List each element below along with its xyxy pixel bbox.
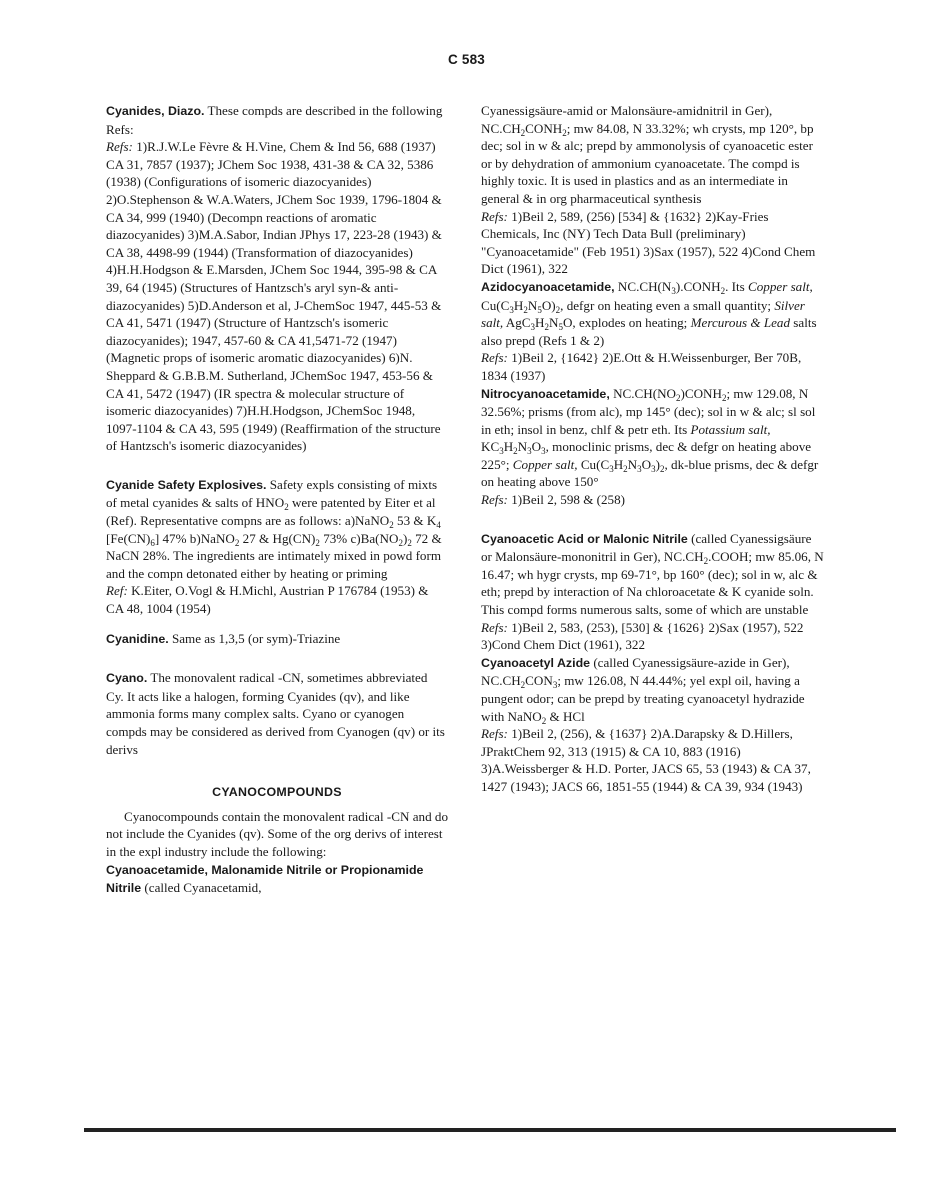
entry-text: ] 47% b)NaNO bbox=[154, 530, 235, 546]
entry-text: .COOH; mw 85.06, N 16.47; wh hygr crysts, mp 69-71°, bp 160° (dec); sol in w, alc & eth; prepd by interaction of Na chloroacetate & K cyanide soln. This compd forms numerous salts, some of which are unstable bbox=[481, 549, 824, 618]
subscript: 5 bbox=[558, 322, 563, 333]
entry-text: CON bbox=[525, 673, 553, 689]
entry-heading: Cyano. bbox=[106, 671, 148, 686]
left-column bbox=[106, 102, 448, 898]
section-heading: CYANOCOMPOUNDS bbox=[212, 785, 342, 800]
entry-text: 73% c)Ba(NO bbox=[323, 530, 399, 546]
subscript: 2 bbox=[407, 537, 412, 548]
entry-text: (called Cyanessigsäure or Malonsäure-mononitril in Ger), NC.CH bbox=[481, 530, 812, 565]
entry-text: N bbox=[548, 315, 559, 331]
salt-label: Copper salt, bbox=[512, 456, 578, 472]
subscript: 3 bbox=[509, 304, 514, 315]
subscript: 3 bbox=[499, 446, 504, 457]
entry-text: Safety expls consisting of mixts of metal cyanides & salts of HNO bbox=[106, 476, 438, 511]
entry-text: Cyanessigsäure-amid or Malonsäure-amidnitril in Ger), NC.CH bbox=[481, 103, 773, 136]
refs-text: 1)Beil 2, 598 & (258) bbox=[511, 492, 626, 508]
entry-text: O bbox=[641, 456, 652, 472]
entry-text: Cu(C bbox=[580, 456, 610, 472]
entry-text: These compds are described in the following Refs: bbox=[106, 103, 443, 137]
entry-text: O, explodes on heating; bbox=[562, 315, 688, 331]
subscript: 3 bbox=[552, 680, 558, 691]
entry-text: KC bbox=[481, 439, 500, 455]
bottom-rule bbox=[84, 1128, 896, 1132]
entry-text: , defgr on heating even a small quantity; bbox=[560, 297, 772, 313]
salt-label: Mercurous & Lead bbox=[690, 315, 791, 331]
refs-label: Refs: bbox=[106, 139, 133, 155]
subscript: 3 bbox=[541, 446, 546, 457]
entry-text: (called Cyanacetamid, bbox=[144, 880, 262, 896]
entry-heading: Cyanides, Diazo. bbox=[106, 104, 205, 118]
subscript: 2 bbox=[520, 680, 526, 691]
entry-cyanide-safety-explosives bbox=[106, 476, 448, 618]
entry-text: AgC bbox=[505, 315, 531, 331]
refs-text: 1)Beil 2, 589, (256) [534] & {1632} 2)Kay-Fries Chemicals, Inc (NY) Tech Data Bull (preliminary) "Cyanoacetamide" (Feb 1951) 3)Sax (1957), 522 4)Cond Chem Dict (1961), 322 bbox=[481, 208, 816, 277]
entry-text: O) bbox=[541, 297, 556, 313]
entry-text: The monovalent radical -CN, sometimes abbreviated Cy. It acts like a halogen, forming Cyanides (qv), and like ammonia forms many complex salts. Cyano or cyanogen compds may be considered as derived from Cyanogen (qv) or its derivs bbox=[106, 670, 445, 757]
subscript: 3 bbox=[651, 463, 656, 474]
entry-cyanoacetic-acid bbox=[481, 530, 825, 654]
entry-text: (called Cyanessigsäure-azide in Ger), NC.CH bbox=[481, 654, 790, 689]
entry-text: ) bbox=[655, 456, 660, 472]
ref-label: Ref: bbox=[106, 583, 128, 599]
subscript: 2 bbox=[520, 127, 526, 138]
section-intro: Cyanocompounds contain the monovalent radical -CN and do not include the Cyanides (qv). Some of the org derivs of interest in the expl industry include the following: bbox=[106, 808, 448, 859]
subscript: 2 bbox=[541, 715, 547, 726]
entry-text: , monoclinic prisms, dec & defgr on heating above 225°; bbox=[481, 439, 812, 472]
entry-text: N bbox=[527, 297, 538, 313]
subscript: 2 bbox=[562, 127, 567, 138]
entry-heading: Cyanoacetyl Azide bbox=[481, 655, 591, 670]
entry-cyano bbox=[106, 669, 448, 758]
entry-text: Cu(C bbox=[481, 297, 510, 313]
entry-heading: Cyanide Safety Explosives. bbox=[106, 477, 267, 492]
entry-text: ; mw 126.08, N 44.44%; yel expl oil, having a pungent odor; can be prepd by treating cyanoacetyl hydrazide with NaNO bbox=[481, 673, 805, 724]
refs-text: 1)Beil 2, (256), & {1637} 2)A.Darapsky & D.Hillers, JPraktChem 92, 313 (1915) & CA 10, 883 (1916) 3)A.Weissberger & H.D. Porter, JACS 65, 53 (1943) & CA 37, 1427 (1943); JACS 66, 1851-55 (1944) & CA 39, 934 (1943) bbox=[481, 726, 811, 794]
refs-label: Refs: bbox=[481, 726, 508, 742]
refs-label: Refs: bbox=[481, 492, 508, 508]
entry-cyanidine bbox=[106, 630, 448, 649]
entry-text: 27 & Hg(CN) bbox=[242, 530, 316, 546]
refs-text: 1)Beil 2, {1642} 2)E.Ott & H.Weissenburger, Ber 70B, 1834 (1937) bbox=[481, 350, 802, 383]
entry-heading: Azidocyanoacetamide, bbox=[481, 279, 615, 294]
entry-text: ; mw 129.08, N 32.56%; prisms (from alc), mp 145° (dec); sol in w & alc; sl sol in eth; insol in benz, chlf & petr eth. Its bbox=[481, 385, 816, 437]
page-number: C 583 bbox=[447, 52, 486, 67]
subscript: 5 bbox=[537, 304, 542, 315]
subscript: 2 bbox=[513, 446, 518, 457]
entry-text: salts also prepd (Refs 1 & 2) bbox=[481, 315, 817, 348]
subscript: 4 bbox=[436, 520, 441, 531]
entry-text: )CONH bbox=[680, 385, 722, 401]
entry-text: H bbox=[613, 456, 624, 472]
right-column bbox=[481, 102, 825, 796]
salt-label: Potassium salt, bbox=[690, 421, 771, 437]
entry-heading: Cyanidine. bbox=[106, 631, 169, 646]
entry-text: O bbox=[531, 439, 542, 455]
subscript: 2 bbox=[721, 392, 727, 403]
subscript: 2 bbox=[623, 463, 628, 474]
entry-nitrocyanoacetamide bbox=[481, 385, 825, 509]
refs-label: Refs: bbox=[481, 208, 508, 224]
subscript: 2 bbox=[659, 463, 665, 474]
subscript: 6 bbox=[150, 537, 155, 548]
subscript: 2 bbox=[555, 304, 561, 315]
entry-text: N bbox=[517, 439, 528, 455]
subscript: 3 bbox=[671, 285, 676, 296]
entry-text: & HCl bbox=[549, 708, 585, 724]
subscript: 2 bbox=[398, 537, 403, 548]
entry-text: Same as 1,3,5 (or sym)-Triazine bbox=[171, 630, 341, 646]
subscript: 2 bbox=[389, 520, 394, 531]
subscript: 3 bbox=[609, 463, 614, 474]
entry-text: ).CONH bbox=[675, 278, 721, 294]
entry-cyanides-diazo bbox=[106, 102, 448, 455]
entry-text: . Its bbox=[725, 278, 745, 294]
entry-text: CONH bbox=[525, 120, 563, 136]
salt-label: Silver salt, bbox=[481, 297, 805, 331]
entry-text: 72 & NaCN 28%. The ingredients are intimately mixed in powd form and the compn detonated either by heating or priming bbox=[106, 530, 442, 581]
entry-cyanoacetamide-cont bbox=[481, 102, 825, 278]
refs-text: 1)R.J.W.Le Fèvre & H.Vine, Chem & Ind 56, 688 (1937) CA 31, 7857 (1937); JChem Soc 1938, 431-38 & CA 32, 5386 (1938) (Configurations of isomeric diazocyanides) 2)O.Stephenson & W.A.Waters, JChem Soc 1939, 1796-1804 & CA 34, 999 (1940) (Decompn reactions of aromatic diazocyanides) 3)M.A.Sabor, Indian JPhys 17, 223-28 (1943) & CA 38, 4498-99 (1944) (Transformation of diazocyanides) 4)H.H.Hodgson & E.Marsden, JChem Soc 1944, 395-98 & CA 39, 64 (1945) (Structures of Hantzsch's aryl syn-& anti-diazocyanides) 5)D.Anderson et al, J-ChemSoc 1947, 445-53 & CA 41, 5471 (1947) (Structure of Hantzsch's isomeric diazocyanides); 1947, 457-60 & CA 41,5471-72 (1947) (Magnetic props of isomeric aromatic diazocyanides) 6)N. Sheppard & G.B.B.M. Sutherland, JChemSoc 1947, 453-56 & CA 41, 5472 (1947) (IR spectra & molecular structure of isomeric diazocyanides) 7)H.H.Hodgson, JChemSoc 1948, 1097-1104 & CA 43, 595 (1949) (Reaffirmation of the structure of Hantzsch's isomeric diazocyanides) bbox=[106, 139, 442, 454]
entry-text: H bbox=[503, 439, 514, 455]
refs-label: Refs: bbox=[481, 350, 508, 366]
entry-text: ; mw 84.08, N 33.32%; wh crysts, mp 120°, bp dec; sol in w & alc; prepd by ammonolysis of cyanoacetic ester or by dehydration of ammonium cyanoacetate. The compd is highly toxic. It is used in plastics and as an intermediate in general & in org pharmaceutical synthesis bbox=[481, 120, 814, 206]
entry-heading: Cyanoacetamide, Malonamide Nitrile or Propionamide Nitrile bbox=[106, 862, 424, 896]
entry-text: 53 & K bbox=[397, 513, 437, 529]
entry-text: were patented by Eiter et al (Ref). Representative compns are as follows: a)NaNO bbox=[106, 495, 436, 529]
subscript: 2 bbox=[284, 502, 289, 513]
subscript: 2 bbox=[720, 285, 726, 296]
subscript: 3 bbox=[527, 446, 532, 457]
entry-text: NC.CH(NO bbox=[613, 385, 676, 401]
subscript: 2 bbox=[234, 537, 240, 548]
entry-heading: Nitrocyanoacetamide, bbox=[481, 386, 610, 401]
subscript: 2 bbox=[315, 537, 320, 548]
salt-label: Copper salt, bbox=[748, 278, 813, 294]
entry-cyanoacetyl-azide bbox=[481, 654, 825, 796]
entry-text: , dk-blue prisms, dec & defgr on heating above 150° bbox=[481, 456, 819, 490]
entry-azidocyanoacetamide bbox=[481, 278, 825, 385]
subscript: 2 bbox=[544, 322, 549, 333]
entry-heading: Cyanoacetic Acid or Malonic Nitrile bbox=[481, 531, 688, 546]
entry-text: [Fe(CN) bbox=[106, 530, 151, 546]
entry-cyanoacetamide bbox=[106, 861, 448, 898]
entry-text: NC.CH(N bbox=[617, 278, 672, 294]
entry-text: ) bbox=[402, 530, 408, 546]
entry-text: H bbox=[535, 315, 545, 331]
subscript: 3 bbox=[637, 463, 642, 474]
entry-text: N bbox=[627, 456, 638, 472]
subscript: 2 bbox=[676, 392, 681, 403]
ref-text: K.Eiter, O.Vogl & H.Michl, Austrian P 176784 (1953) & CA 48, 1004 (1954) bbox=[106, 583, 429, 617]
refs-label: Refs: bbox=[481, 619, 508, 635]
entry-text: H bbox=[513, 297, 524, 313]
subscript: 2 bbox=[523, 304, 528, 315]
refs-text: 1)Beil 2, 583, (253), [530] & {1626} 2)Sax (1957), 522 3)Cond Chem Dict (1961), 322 bbox=[481, 619, 804, 653]
subscript: 2 bbox=[703, 556, 709, 567]
subscript: 3 bbox=[530, 322, 536, 333]
